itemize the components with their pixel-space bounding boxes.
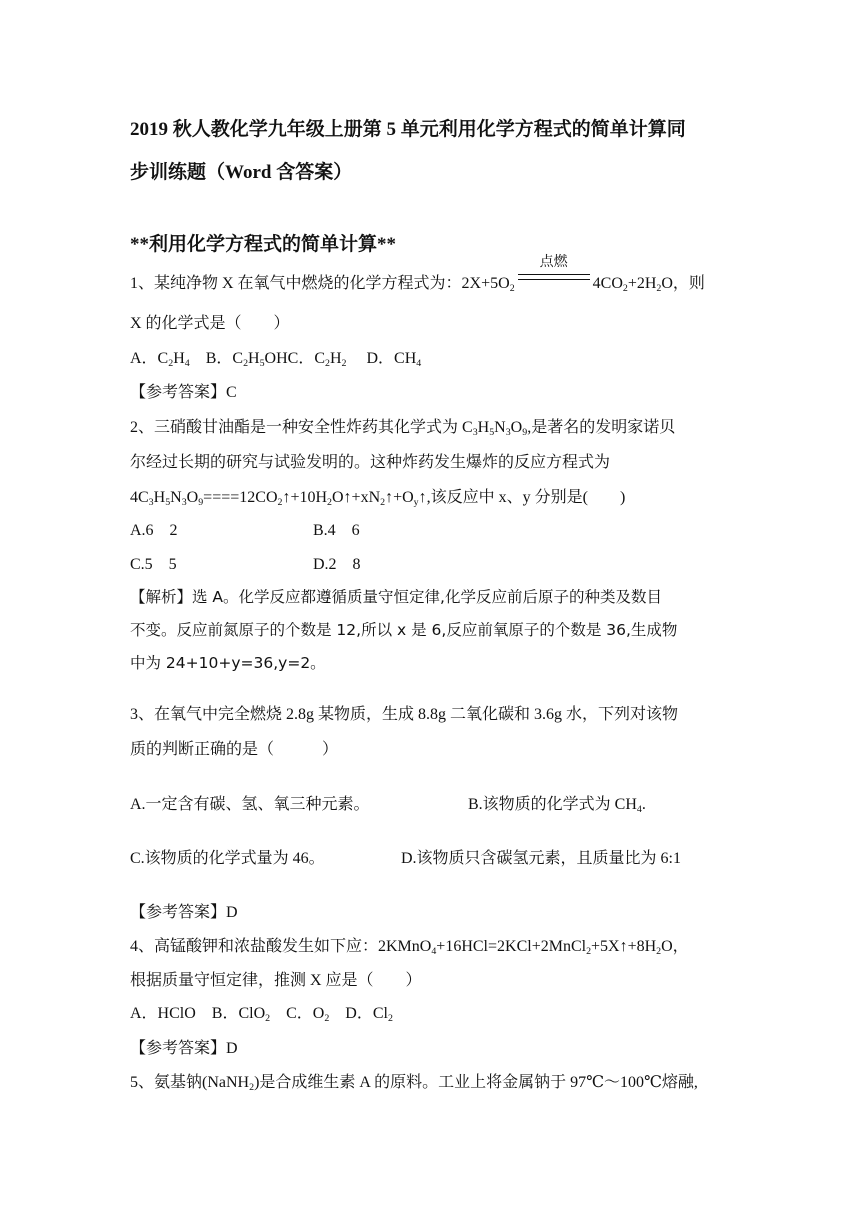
q1-stem-line1: 1、某纯净物 X 在氧气中燃烧的化学方程式为：$2X+5O_2$ 点燃 $4CO_2+2H_2O$，则 [130,254,705,294]
q2-explanation-line2: 不变。反应前氮原子的个数是 12,所以 x 是 6,反应前氧原子的个数是 36,生成物 [130,621,678,639]
q1-options: A．$C_2H_4$ B．$C_2H_5OHC$．$C_2H_2$ D．$CH_4$ [130,350,422,369]
q3-option-d: D.该物质只含碳氢元素，且质量比为 6:1 [401,850,682,867]
q1-answer: 【参考答案】C [130,384,237,401]
q5-stem-line1: 5、氨基钠(NaNH$_2$)是合成维生素 A 的原料。工业上将金属钠于 97℃～100℃熔融, [130,1074,698,1093]
section-heading: **利用化学方程式的简单计算** [130,234,397,255]
q2-option-a: A.6 2 [130,522,178,539]
q2-option-c: C.5 5 [130,556,177,573]
q3-option-c: C.该物质的化学式量为 46。 [130,850,325,867]
q2-option-d: D.2 8 [313,556,361,573]
q3-option-a: A.一定含有碳、氢、氧三种元素。 [130,796,370,813]
q2-explanation-line1: 【解析】选 A。化学反应都遵循质量守恒定律,化学反应前后原子的种类及数目 [130,588,662,606]
q2-stem-line1: 2、三硝酸甘油酯是一种安全性炸药其化学式为 $C_3H_5N_3O_9$,是著名的发明家诺贝 [130,419,676,438]
q3-answer: 【参考答案】D [130,904,238,921]
q4-options: A．HClO B．ClO$_2$ C．$O_2$ D．$Cl_2$ [130,1005,393,1024]
doc-title-line2: 步训练题（Word 含答案） [130,162,353,183]
q4-stem-line2: 根据质量守恒定律，推测 X 应是（ ） [130,972,422,989]
q3-option-b: B.该物质的化学式为 $CH_4$. [468,796,646,815]
q2-option-b: B.4 6 [313,522,360,539]
condition-label: 点燃 [539,254,568,270]
reaction-condition-arrow [515,254,593,292]
q1-stem-line2: X 的化学式是（ ） [130,315,290,332]
q3-stem-line1: 3、在氧气中完全燃烧 2.8g 某物质，生成 8.8g 二氧化碳和 3.6g 水，下列对该物 [130,706,679,723]
q2-explanation-line3: 中为 24+10+y=36,y=2。 [130,654,326,672]
q4-answer: 【参考答案】D [130,1040,238,1057]
doc-title-line1: 2019 秋人教化学九年级上册第 5 单元利用化学方程式的简单计算同 [130,119,686,140]
q2-equation: $4C_3H_5N_3O_9====12CO_2↑+10H_2O↑+xN_2↑+O_y↑$,该反应中 x、y 分别是( ) [130,489,626,508]
q2-stem-line2: 尔经过长期的研究与试验发明的。这种炸药发生爆炸的反应方程式为 [130,454,611,471]
q3-stem-line2: 质的判断正确的是（ ） [130,741,339,758]
q4-stem-line1: 4、高锰酸钾和浓盐酸发生如下应：$2KMnO_4+16HCl=2KCl+2MnCl_2+5X↑+8H_2O$， [130,938,689,957]
